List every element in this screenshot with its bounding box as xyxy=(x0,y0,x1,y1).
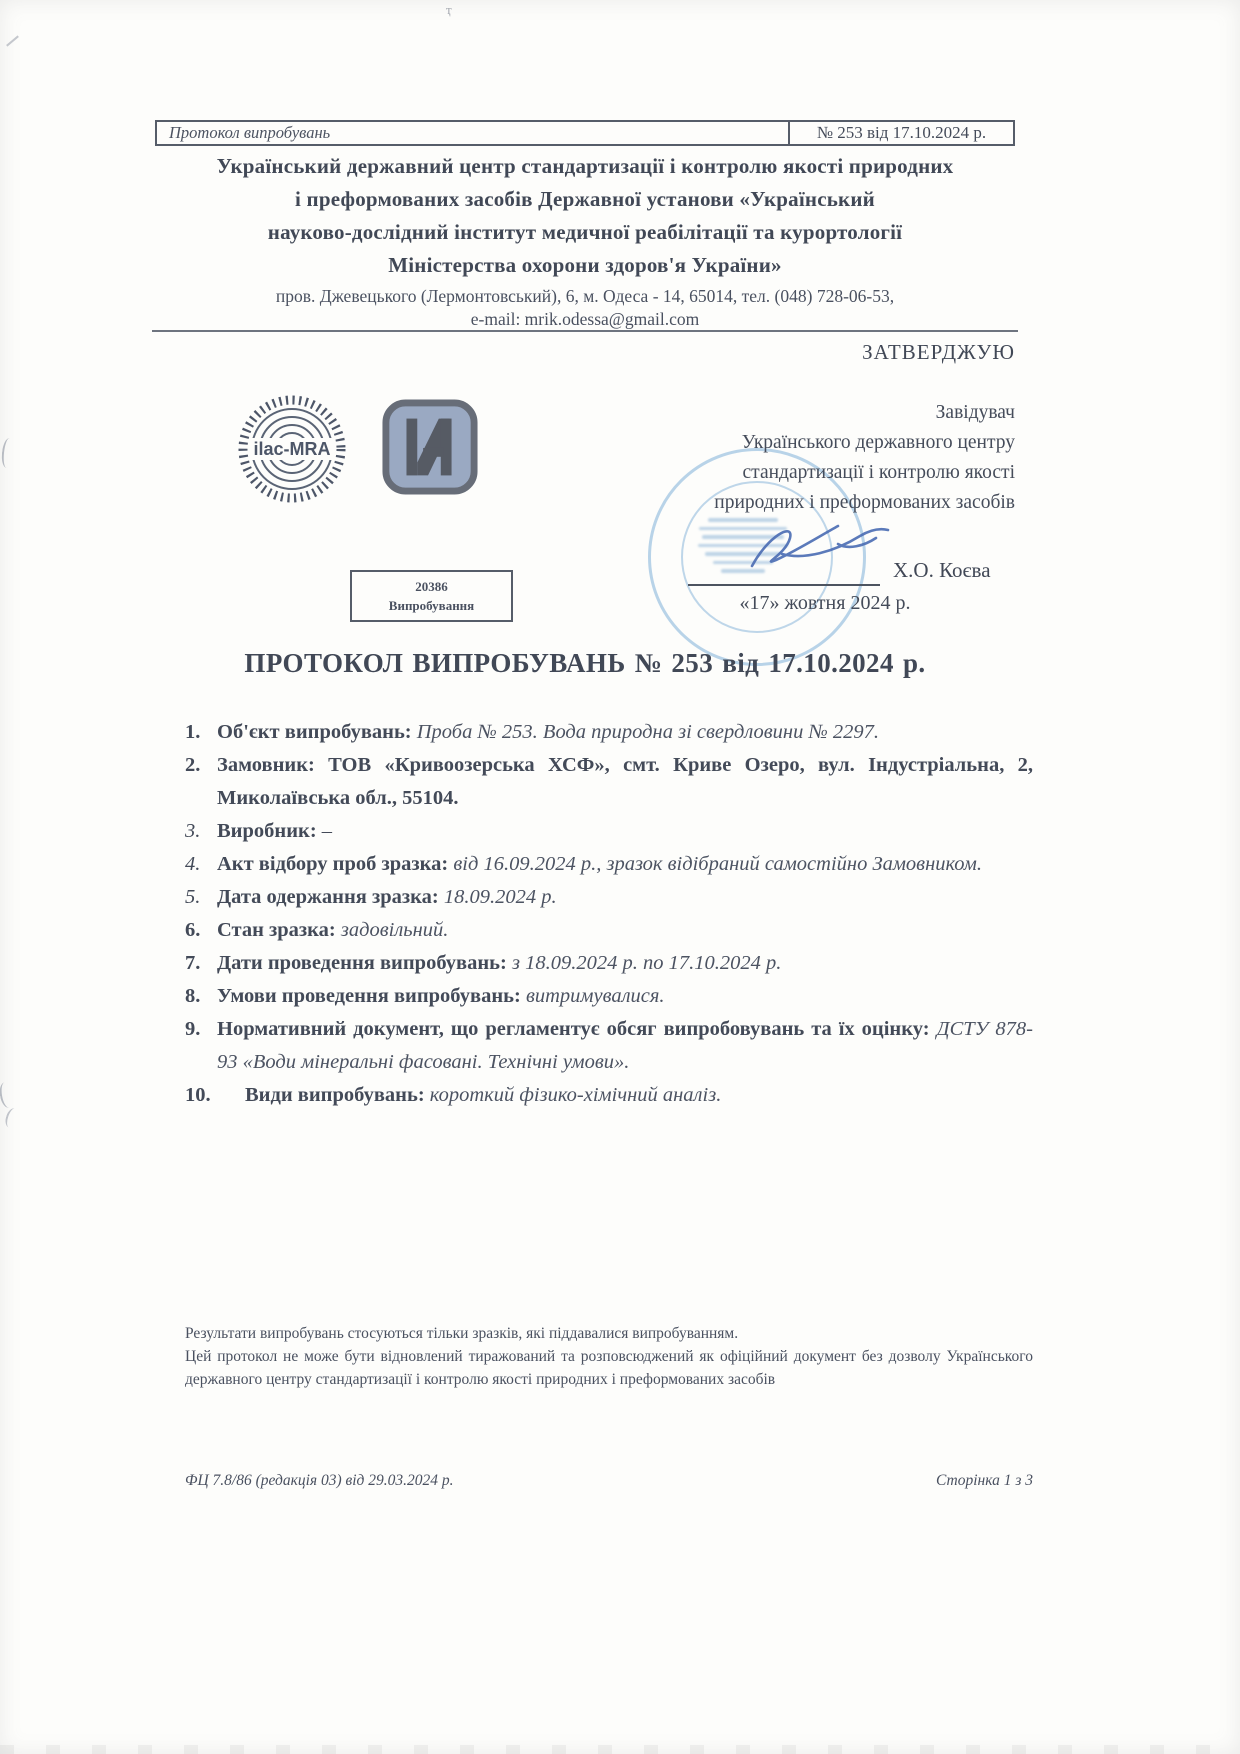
item-value: від 16.09.2024 р., зразок відібраний самостійно Замовником. xyxy=(448,853,982,875)
document-header-bar xyxy=(155,120,1015,146)
item-number: 5. xyxy=(185,886,201,908)
list-item xyxy=(185,980,1033,1013)
approver-name: Х.О. Коєва xyxy=(893,558,991,582)
form-code: ФЦ 7.8/86 (редакція 03) від 29.03.2024 р. xyxy=(185,1472,454,1489)
item-label: Умови проведення випробувань: xyxy=(217,985,521,1007)
approver-org-line: природних і преформованих засобів xyxy=(714,492,1015,513)
organization-block xyxy=(120,150,1050,331)
item-label: Замовник: xyxy=(217,754,315,776)
item-number: 1. xyxy=(185,721,201,743)
accreditation-scope: Випробування xyxy=(388,598,475,613)
approver-position: Завідувач xyxy=(935,402,1015,423)
stamp-inner-text xyxy=(695,513,791,578)
signature-line xyxy=(688,584,880,586)
header-doc-type: Протокол випробувань xyxy=(169,123,331,142)
org-name-line: Український державний центр стандартизації і контролю якості природних xyxy=(216,154,954,178)
org-name-line: науково-дослідний інститут медичної реабілітації та курортології xyxy=(267,220,903,244)
disclaimer-line: Цей протокол не може бути відновлений тиражований та розповсюджений як офіційний документ без дозволу Українського державного центру стандартизації і контролю якості природних і преформованих засобів xyxy=(185,1348,1033,1388)
org-name-line: Міністерства охорони здоров'я України» xyxy=(388,253,782,277)
protocol-title: ПРОТОКОЛ ВИПРОБУВАНЬ № 253 від 17.10.2024 р. xyxy=(244,648,926,678)
svg-text:ilac-MRA: ilac-MRA xyxy=(253,439,331,459)
item-label: Дата одержання зразка: xyxy=(217,886,439,908)
handwritten-signature xyxy=(742,514,902,586)
header-divider-line xyxy=(152,330,1018,332)
scan-artifact: ҭ xyxy=(446,2,452,17)
item-value: задовільний. xyxy=(335,919,449,941)
list-item xyxy=(185,848,1033,881)
approval-date: «17» жовтня 2024 р. xyxy=(739,592,911,614)
list-item xyxy=(185,815,1033,848)
naau-accreditation-logo-icon xyxy=(381,398,479,496)
item-number: 7. xyxy=(185,952,201,974)
item-value: з 18.09.2024 р. по 17.10.2024 р. xyxy=(506,952,782,974)
scan-artifact xyxy=(3,1107,21,1130)
list-item xyxy=(185,914,1033,947)
item-label: Стан зразка: xyxy=(217,919,336,941)
item-number: 9. xyxy=(185,1018,201,1040)
item-number: 8. xyxy=(185,985,201,1007)
item-label: Об'єкт випробувань: xyxy=(217,721,412,743)
list-item xyxy=(185,1013,1033,1079)
page-number: Сторінка 1 з 3 xyxy=(935,1472,1033,1489)
accreditation-certificate-box xyxy=(350,570,513,622)
item-number: 10. xyxy=(185,1084,211,1106)
list-item xyxy=(185,749,1033,815)
item-label: Види випробувань: xyxy=(245,1084,425,1106)
item-number: 4. xyxy=(185,853,201,875)
item-value: ТОВ «Кривоозерська ХСФ», смт. Криве Озеро, вул. Індустріальна, 2, Миколаївська обл., 55104. xyxy=(217,754,1033,809)
item-label: Нормативний документ, що регламентує обсяг випробовувань та їх оцінку: xyxy=(217,1018,930,1040)
approver-title-block xyxy=(635,398,1015,518)
org-name-line: і преформованих засобів Державної установи «Український xyxy=(295,187,875,211)
approve-heading: ЗАТВЕРДЖУЮ xyxy=(862,340,1015,364)
ilac-mra-logo-icon xyxy=(237,394,347,504)
list-item xyxy=(185,716,1033,749)
list-item xyxy=(185,881,1033,914)
header-doc-number: № 253 від 17.10.2024 р. xyxy=(788,122,1013,144)
item-value: витримувалися. xyxy=(520,985,665,1007)
item-label: Акт відбору проб зразка: xyxy=(217,853,449,875)
scan-artifact xyxy=(0,1745,1240,1754)
approver-org-line: Українського державного центру xyxy=(741,432,1015,453)
item-value: короткий фізико-хімічний аналіз. xyxy=(424,1084,722,1106)
list-item xyxy=(185,947,1033,980)
item-value: 18.09.2024 р. xyxy=(438,886,557,908)
disclaimer-line: Результати випробувань стосуються тільки зразків, які піддавалися випробуванням. xyxy=(185,1325,739,1342)
item-number: 2. xyxy=(185,754,201,776)
org-address: пров. Джевецького (Лермонтовський), 6, м. Одеса - 14, 65014, тел. (048) 728-06-53, xyxy=(275,286,895,306)
scan-artifact xyxy=(0,437,15,468)
item-value: ДСТУ 878-93 «Води мінеральні фасовані. Технічні умови». xyxy=(217,1018,1033,1073)
scan-artifact xyxy=(0,1081,16,1109)
item-value: Проба № 253. Вода природна зі свердловини № 2297. xyxy=(411,721,880,743)
disclaimer-notes xyxy=(185,1322,1033,1391)
scan-artifact xyxy=(6,35,19,46)
item-number: 3. xyxy=(185,820,201,842)
list-item xyxy=(185,1079,1033,1112)
item-label: Дати проведення випробувань: xyxy=(217,952,507,974)
accreditation-number: 20386 xyxy=(415,579,448,594)
item-value: – xyxy=(316,820,333,842)
org-email: e-mail: mrik.odessa@gmail.com xyxy=(470,309,700,329)
approver-org-line: стандартизації і контролю якості xyxy=(742,462,1015,483)
item-number: 6. xyxy=(185,919,201,941)
item-label: Виробник: xyxy=(217,820,317,842)
protocol-items-list xyxy=(185,716,1033,1112)
